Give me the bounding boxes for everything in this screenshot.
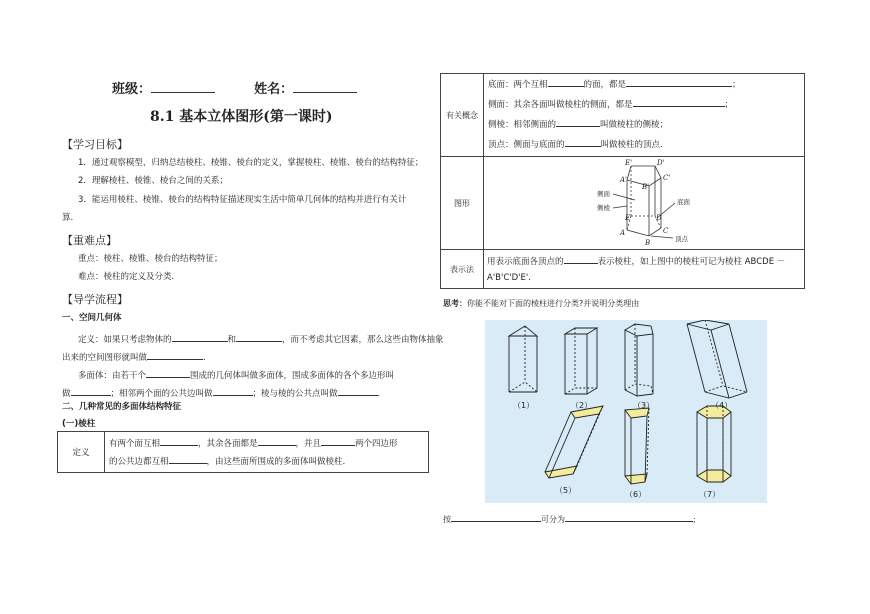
label-a1: A': [620, 176, 627, 184]
label-d1: D': [657, 159, 665, 167]
page-title: 8.1 基本立体图形(第一课时): [150, 109, 333, 125]
label-c: C: [663, 227, 669, 235]
concepts-content: 底面：两个互相 的面，都是 ； 侧面：其余各面叫做棱柱的侧面，都是 ； 侧棱：相邻侧面的 叫做棱柱的侧棱； 顶点：侧面与底面的 叫做棱柱的顶点.: [484, 74, 805, 157]
blank[interactable]: [564, 252, 598, 264]
prism-5: [545, 406, 603, 478]
goal-item: 1．通过观察模型，归纳总结棱柱、棱锥、棱台的定义，掌握棱柱、棱锥、棱台的结构特征；: [78, 158, 424, 168]
blank[interactable]: [626, 75, 732, 87]
prism-7: [697, 406, 731, 482]
blank[interactable]: [213, 384, 253, 396]
goals-heading: 【学习目标】: [62, 138, 128, 151]
figure-cell: [484, 157, 805, 250]
concepts-label: 有关概念: [441, 74, 484, 157]
basis-blank[interactable]: [451, 510, 541, 522]
think-text: 你能不能对下面的棱柱进行分类?并说明分类理由: [467, 299, 640, 308]
label-b1: B': [642, 183, 650, 191]
blank[interactable]: [633, 95, 725, 107]
prism-figures: [485, 320, 767, 503]
caption-7: （7）: [699, 490, 721, 499]
blank[interactable]: [160, 434, 198, 446]
blank[interactable]: [172, 330, 228, 342]
keypoints-heading: 【重难点】: [62, 234, 117, 247]
class-label: 班级：: [112, 82, 152, 97]
blank[interactable]: [146, 366, 190, 378]
caption-1: （1）: [513, 401, 535, 410]
label-side-face: 侧面: [597, 190, 610, 198]
caption-4: （4）: [711, 401, 733, 410]
section-1-heading: 一、空间几何体: [62, 313, 122, 323]
label-e: E: [625, 214, 631, 222]
blank[interactable]: [556, 115, 600, 127]
class-blank[interactable]: [151, 81, 215, 93]
prism-figures-panel: [485, 320, 767, 503]
label-c1: C': [663, 174, 671, 182]
prism-2: [565, 328, 597, 394]
blank[interactable]: [147, 348, 203, 360]
blank[interactable]: [71, 384, 111, 396]
blank[interactable]: [548, 75, 584, 87]
definition-line-1: 定义：如果只考虑物体的 和 ，而不考虑其它因素，那么这些由物体抽象: [78, 330, 444, 346]
goal-item: 3．能运用棱柱、棱锥、棱台的结构特征描述现实生活中简单几何体的结构并进行有关计: [78, 195, 407, 205]
label-d: D: [656, 214, 662, 222]
prism-diagram: [485, 158, 803, 248]
caption-2: （2）: [571, 401, 593, 410]
label-bottom: 底面: [677, 198, 690, 206]
notation-label: 表示法: [441, 250, 484, 289]
caption-3: （3）: [633, 401, 655, 410]
goal-item: 算.: [62, 213, 74, 223]
blank[interactable]: [565, 135, 601, 147]
header-row: [112, 78, 357, 97]
prism-6: [625, 408, 649, 484]
definition-line-2: 出来的空间图形就叫做 .: [62, 348, 206, 364]
label-lateral-edge: 侧棱: [597, 204, 610, 212]
label-e1: E': [625, 159, 633, 167]
caption-6: （6）: [625, 490, 647, 499]
think-label: 思考：: [443, 299, 467, 308]
section-2-heading: 二、几种常见的多面体结构特征: [62, 402, 182, 412]
concept-table: [440, 73, 805, 289]
classification-answer: 按 可分为 ;: [443, 510, 696, 525]
blank[interactable]: [338, 384, 378, 396]
notation-content: 用表示底面各顶点的 表示棱柱，如上图中的棱柱可记为棱柱 ABCDE － A'B'C'D'E'.: [484, 250, 805, 289]
blank[interactable]: [258, 434, 296, 446]
think-line: [443, 298, 639, 309]
prism-4: [687, 320, 747, 398]
figure-label: 图形: [441, 157, 484, 250]
blank[interactable]: [236, 330, 282, 342]
definition-table: [57, 431, 429, 473]
polyhedron-line-1: 多面体：由若干个 围成的几何体叫做多面体，围成多面体的各个多边形叫: [78, 366, 394, 382]
difficult-point: 难点：棱柱的定义及分类.: [78, 272, 175, 282]
goal-item: 2．理解棱柱、棱锥、棱台之间的关系；: [78, 176, 228, 186]
polyhedron-line-2: 做 ；相邻两个面的公共边叫做 ；棱与棱的公共点叫做 .: [62, 384, 380, 400]
prism-3: [625, 324, 653, 396]
categories-blank[interactable]: [565, 510, 693, 522]
name-blank[interactable]: [293, 81, 357, 93]
blank[interactable]: [321, 434, 355, 446]
section-2a-heading: (一)棱柱: [62, 419, 96, 429]
caption-5: （5）: [555, 486, 577, 495]
label-a: A: [620, 229, 626, 237]
key-point: 重点：棱柱、棱锥、棱台的结构特征；: [78, 254, 223, 264]
definition-content: 有两个面互相 ，其余各面都是 ，并且 两个四边形 的公共边都互相 ，由这些面所围成的多面体叫做棱柱.: [105, 432, 429, 473]
blank[interactable]: [169, 452, 207, 464]
flow-heading: 【导学流程】: [62, 293, 128, 306]
prism-1: [509, 326, 537, 392]
name-label: 姓名：: [254, 82, 294, 97]
definition-label: 定义: [58, 432, 105, 473]
label-vertex: 顶点: [675, 235, 688, 243]
label-b: B: [645, 239, 651, 247]
